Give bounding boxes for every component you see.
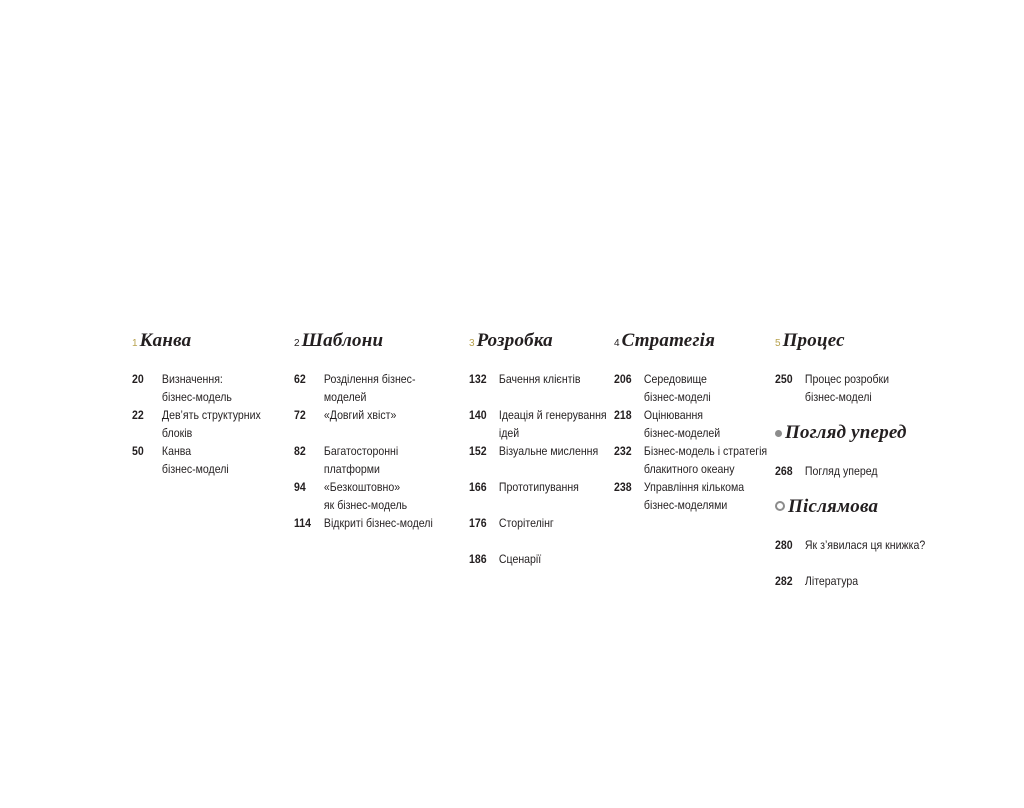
page-number: 250 [775, 372, 793, 386]
page-number: 186 [469, 552, 487, 566]
page-number: 218 [614, 408, 632, 422]
page-number: 114 [294, 516, 312, 530]
entry-title: Ідеація й генерування ідей [498, 408, 607, 440]
page-number: 176 [469, 516, 487, 530]
page-number: 50 [132, 444, 144, 458]
section-heading [132, 330, 191, 352]
entry-title: Управління кількома бізнес-моделями [643, 480, 745, 512]
section-heading [614, 330, 715, 352]
section-title: Розробка [476, 330, 553, 351]
section-number: 4 [614, 338, 620, 349]
section-number: 5 [775, 338, 781, 349]
section-heading [469, 330, 553, 352]
entry-title: Оцінювання бізнес-моделей [643, 408, 721, 440]
toc-entry[interactable] [294, 478, 407, 514]
page-number: 140 [469, 408, 487, 422]
entry-title: Бачення клієнтів [498, 372, 581, 386]
toc-entry[interactable] [294, 442, 398, 478]
section-number: 1 [132, 338, 138, 349]
toc-entry[interactable] [469, 442, 599, 460]
page-number: 22 [132, 408, 144, 422]
entry-title: Багатосторонні платформи [323, 444, 399, 476]
page-number: 282 [775, 574, 793, 588]
entry-title: Визначення: бізнес-модель [161, 372, 232, 404]
section-heading [775, 330, 845, 352]
entry-title: «Безкоштовно» як бізнес-модель [323, 480, 408, 512]
entry-title: Бізнес-модель і стратегія блакитного океану [643, 444, 768, 476]
page-number: 72 [294, 408, 306, 422]
page-number: 152 [469, 444, 487, 458]
entry-title: Канва бізнес-моделі [161, 444, 229, 476]
ring-bullet-icon [775, 501, 785, 511]
toc-entry[interactable] [614, 478, 744, 514]
section-heading [775, 422, 907, 444]
page-number: 166 [469, 480, 487, 494]
entry-title: Середовище бізнес-моделі [643, 372, 711, 404]
toc-entry[interactable] [469, 514, 554, 532]
entry-title: Візуальне мислення [498, 444, 599, 458]
toc-entry[interactable] [775, 370, 889, 406]
entry-title: Дев’ять структурних блоків [161, 408, 261, 440]
section-number: 3 [469, 338, 475, 349]
section-title: Погляд уперед [785, 422, 907, 443]
toc-entry[interactable] [132, 442, 229, 478]
section-title: Канва [139, 330, 192, 351]
section-title: Післямова [788, 496, 879, 517]
toc-entry[interactable] [775, 572, 858, 590]
toc-entry[interactable] [469, 550, 541, 568]
section-title: Стратегія [621, 330, 716, 351]
entry-title: Прототипування [498, 480, 579, 494]
dot-bullet-icon [775, 430, 782, 437]
toc-entry[interactable] [294, 370, 415, 406]
entry-title: Як з’явилася ця книжка? [804, 538, 926, 552]
section-title: Шаблони [301, 330, 384, 351]
entry-title: Сторітелінг [498, 516, 554, 530]
toc-entry[interactable] [469, 370, 580, 388]
page-number: 82 [294, 444, 306, 458]
entry-title: «Довгий хвіст» [323, 408, 397, 422]
toc-entry[interactable] [614, 442, 768, 478]
page-number: 62 [294, 372, 306, 386]
entry-title: Погляд уперед [804, 464, 878, 478]
page-number: 280 [775, 538, 793, 552]
entry-title: Відкриті бізнес-моделі [323, 516, 433, 530]
page-number: 238 [614, 480, 632, 494]
page-number: 232 [614, 444, 632, 458]
toc-entry[interactable] [775, 536, 926, 554]
section-heading [775, 496, 878, 518]
page-number: 132 [469, 372, 487, 386]
toc-entry[interactable] [132, 370, 232, 406]
toc-entry[interactable] [294, 406, 396, 424]
section-number: 2 [294, 338, 300, 349]
toc-entry[interactable] [469, 478, 579, 496]
toc-entry[interactable] [132, 406, 261, 442]
section-title: Процес [782, 330, 845, 351]
entry-title: Сценарії [498, 552, 542, 566]
toc-entry[interactable] [775, 462, 878, 480]
toc-entry[interactable] [614, 406, 720, 442]
page-number: 20 [132, 372, 144, 386]
toc-entry[interactable] [294, 514, 433, 532]
page-number: 206 [614, 372, 632, 386]
entry-title: Література [804, 574, 859, 588]
toc-entry[interactable] [614, 370, 711, 406]
toc-entry[interactable] [469, 406, 607, 442]
page-number: 268 [775, 464, 793, 478]
section-heading [294, 330, 383, 352]
entry-title: Розділення бізнес- моделей [323, 372, 416, 404]
page-number: 94 [294, 480, 306, 494]
entry-title: Процес розробки бізнес-моделі [804, 372, 890, 404]
